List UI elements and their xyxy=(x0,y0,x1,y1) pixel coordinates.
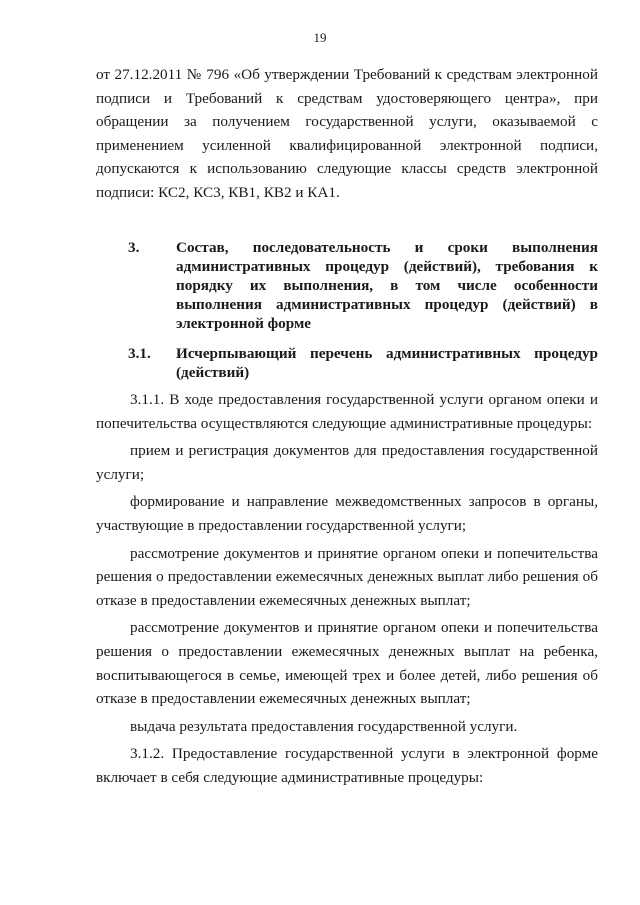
section-3-1-number: 3.1. xyxy=(128,345,151,362)
section-3-title: Состав, последовательность и сроки выполнения административных процедур (действий), требования к порядку их выполнения, в том числе особенности выполнения административных процедур (действий) в электронной форме xyxy=(176,239,598,332)
paragraph-3-1-2: 3.1.2. Предоставление государственной услуги в электронной форме включает в себя следующие административные процедуры: xyxy=(96,745,598,786)
main-body xyxy=(96,388,598,790)
paragraph-3-1-1: 3.1.1. В ходе предоставления государственной услуги органом опеки и попечительства осуществляются следующие административные процедуры: xyxy=(96,391,598,432)
procedure-item-decision-monthly: рассмотрение документов и принятие органом опеки и попечительства решения о предоставлении ежемесячных денежных выплат либо решения об отказе в предоставлении ежемесячных денежных выплат; xyxy=(96,544,598,609)
top-paragraph-block xyxy=(96,63,598,205)
top-paragraph: от 27.12.2011 № 796 «Об утверждении Требований к средствам электронной подписи и Требований к средствам удостоверяющего центра», при обращении за получением государственной услуги, оказываемой с применением усиленной квалифицированной электронной подписи, допускаются к использованию следующие классы средств электронной подписи: КС2, КС3, КВ1, КВ2 и КА1. xyxy=(96,66,598,201)
section-3-number: 3. xyxy=(128,239,140,256)
page-number: 19 xyxy=(313,30,327,45)
procedure-item-decision-large-family: рассмотрение документов и принятие органом опеки и попечительства решения о предоставлении ежемесячных денежных выплат на ребенка, воспитывающегося в семье, имеющей трех и более детей, либо решения об отказе в предоставлении ежемесячных денежных выплат; xyxy=(96,619,598,708)
procedure-item-issuance: выдача результата предоставления государственной услуги. xyxy=(130,717,518,735)
procedure-item-reception: прием и регистрация документов для предоставления государственной услуги; xyxy=(96,442,598,483)
section-3-1-title: Исчерпывающий перечень административных процедур (действий) xyxy=(176,345,598,381)
procedure-item-requests: формирование и направление межведомственных запросов в органы, участвующие в предоставлении государственной услуги; xyxy=(96,493,598,534)
